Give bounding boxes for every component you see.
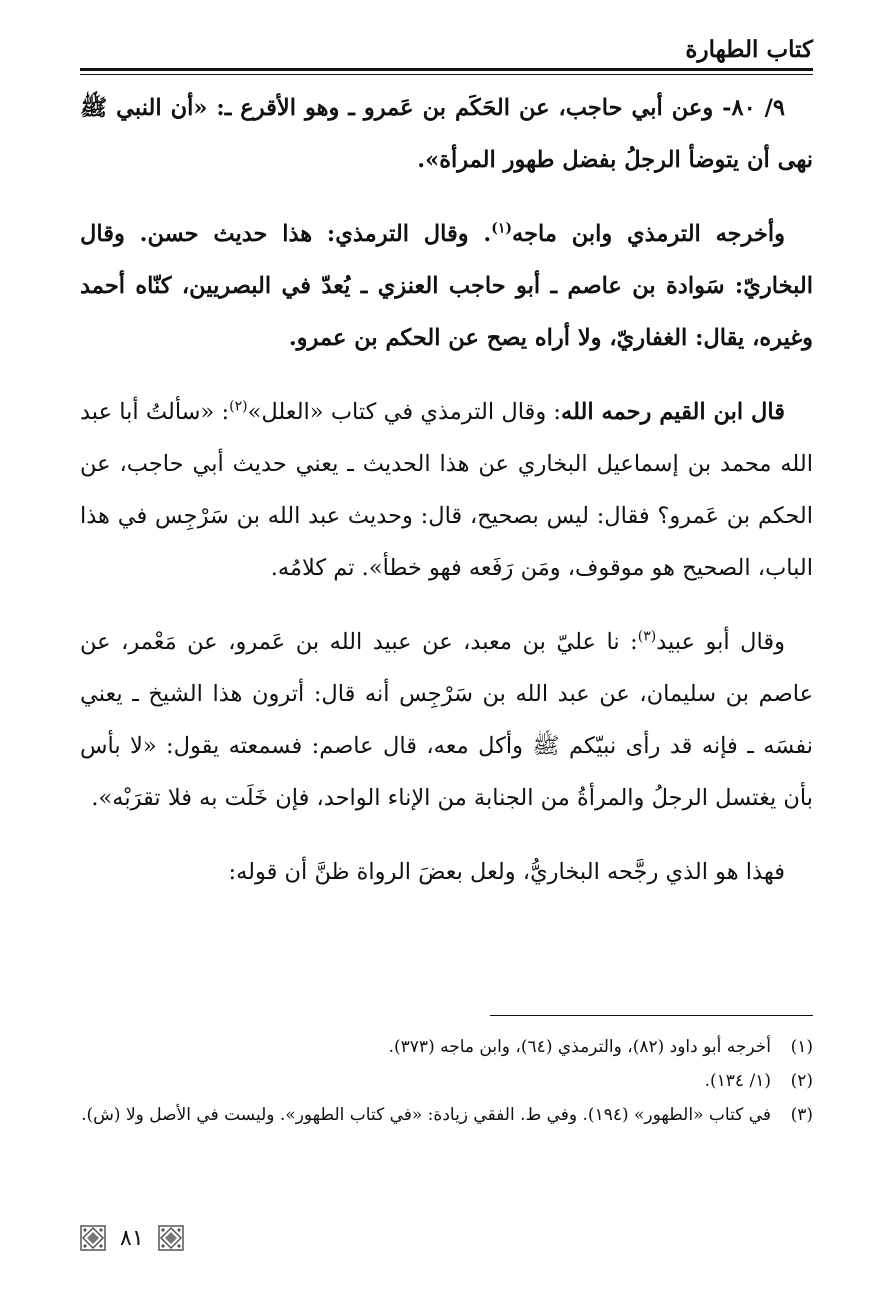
- ibn-qayyim-paragraph: [80, 386, 813, 594]
- main-text: [80, 82, 813, 920]
- closing-paragraph: [80, 846, 813, 898]
- paragraph-tail: . وقال الترمذي: هذا حديث حسن. وقال البخاريّ: سَوادة بن عاصم ـ أبو حاجب العنزي ـ يُعدّ في البصريين، كنّاه أحمد وغيره، يقال: الغفاريّ، ولا أراه يصح عن الحكم بن عمرو.: [80, 221, 813, 351]
- paragraph-text: : وقال الترمذي في كتاب «العلل»: [247, 399, 562, 425]
- footnote-item: [80, 1098, 813, 1132]
- page-number: ٨١: [120, 1225, 144, 1251]
- paragraph-text: فهذا هو الذي رجَّحه البخاريُّ، ولعل بعضَ الرواة ظنَّ أن قوله:: [228, 859, 785, 885]
- chapter-title: كتاب الطهارة: [685, 36, 813, 63]
- running-header: [80, 34, 813, 66]
- footnote-separator: [490, 1015, 813, 1016]
- footnote-text: أخرجه أبو داود (٨٢)، والترمذي (٦٤)، وابن ماجه (٣٧٣).: [388, 1037, 771, 1057]
- header-rule-thick: [80, 68, 813, 71]
- page-footer: [80, 1222, 220, 1254]
- arabesque-ornament-icon: [158, 1225, 184, 1251]
- speaker-lead: قال ابن القيم رحمه الله: [561, 399, 786, 425]
- abu-ubayd-paragraph: [80, 616, 813, 824]
- footnote-ref[interactable]: (٣): [637, 628, 657, 645]
- footnote-item: [80, 1064, 813, 1098]
- footnote-ref[interactable]: (١): [491, 220, 513, 237]
- hadith-paragraph: [80, 82, 813, 186]
- footnote-text: في كتاب «الطهور» (١٩٤). وفي ط. الفقي زيادة: «في كتاب الطهور». وليست في الأصل ولا (ش).: [81, 1105, 771, 1125]
- footnotes: [80, 1030, 813, 1132]
- takhrij-paragraph: [80, 208, 813, 364]
- footnote-text: (١/ ١٣٤).: [704, 1071, 771, 1091]
- footnote-number: (٣): [790, 1105, 813, 1125]
- footnote-number: (٢): [790, 1071, 813, 1091]
- arabesque-ornament-icon: [80, 1225, 106, 1251]
- footnote-number: (١): [790, 1037, 813, 1057]
- header-rule-thin: [80, 74, 813, 75]
- paragraph-tail: : نا عليّ بن معبد، عن عبيد الله بن عَمرو، عن مَعْمر، عن عاصم بن سليمان، عن عبد الله بن سَرْجِس أنه قال: أترون هذا الشيخ ـ يعني نفسَه ـ فإنه قد رأى نبيّكم ﷺ وأكل معه، قال عاصم: فسمعته يقول: «لا بأس بأن يغتسل الرجلُ والمرأةُ من الجنابة من الإناء الواحد، فإن خَلَت به فلا تقرَبْه».: [80, 629, 813, 811]
- footnote-ref[interactable]: (٢): [229, 398, 248, 415]
- paragraph-text: وأخرجه الترمذي وابن ماجه: [512, 221, 785, 247]
- paragraph-text: وقال أبو عبيد: [656, 629, 785, 655]
- footnote-item: [80, 1030, 813, 1064]
- paragraph-text: ٩/ ٨٠- وعن أبي حاجب، عن الحَكَم بن عَمرو ـ وهو الأقرع ـ: «أن النبي ﷺ نهى أن يتوضأ الرجلُ بفضل طهور المرأة».: [80, 95, 813, 173]
- paragraph-tail: : «سألتُ أبا عبد الله محمد بن إسماعيل البخاري عن هذا الحديث ـ يعني حديث أبي حاجب، عن الحكم بن عَمرو؟ فقال: ليس بصحيح، قال: وحديث عبد الله بن سَرْجِس في هذا الباب، الصحيح هو موقوف، ومَن رَفَعه فهو خطأ». تم كلامُه.: [80, 399, 813, 581]
